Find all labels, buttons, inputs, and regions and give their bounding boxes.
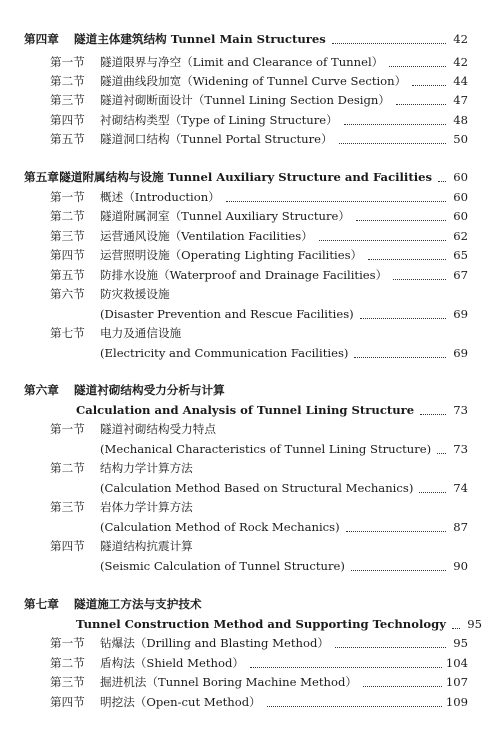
entry-title: Calculation and Analysis of Tunnel Lining Structure bbox=[76, 403, 415, 417]
toc-entry bbox=[0, 439, 500, 458]
page-number: 65 bbox=[453, 248, 468, 262]
entry-title: 概述（Introduction） bbox=[100, 190, 220, 204]
toc-entry bbox=[0, 110, 500, 129]
toc-entry bbox=[0, 284, 500, 303]
toc-entry bbox=[0, 400, 500, 419]
entry-title: 隧道衬砌结构受力分析与计算 bbox=[74, 383, 225, 397]
entry-label: 第五节 bbox=[50, 268, 85, 282]
chapter-entry bbox=[0, 29, 500, 48]
toc-entry bbox=[0, 536, 500, 555]
entry-label: 第一节 bbox=[50, 636, 85, 650]
dot-leader bbox=[437, 452, 446, 454]
dot-leader bbox=[412, 84, 446, 86]
page-number: 74 bbox=[453, 481, 468, 495]
entry-title: 运营照明设施（Operating Lighting Facilities） bbox=[100, 248, 363, 262]
chapter-entry bbox=[0, 167, 500, 186]
entry-title: 盾构法（Shield Method） bbox=[100, 656, 245, 670]
page-number: 69 bbox=[453, 307, 468, 321]
entry-label: 第四节 bbox=[50, 695, 85, 709]
page-number: 109 bbox=[445, 695, 468, 709]
entry-label: 第六章 bbox=[24, 383, 59, 397]
page-number: 42 bbox=[453, 55, 468, 69]
entry-title: 结构力学计算方法 bbox=[100, 461, 193, 475]
toc-entry bbox=[0, 187, 500, 206]
chapter-entry bbox=[0, 594, 500, 613]
entry-label: 第二节 bbox=[50, 461, 85, 475]
entry-title: 明挖法（Open-cut Method） bbox=[100, 695, 261, 709]
toc-entry bbox=[0, 343, 500, 362]
entry-title: 隧道附属洞室（Tunnel Auxiliary Structure） bbox=[100, 209, 350, 223]
dot-leader bbox=[438, 180, 446, 182]
dot-leader bbox=[419, 491, 446, 493]
dot-leader bbox=[356, 219, 446, 221]
page-number: 95 bbox=[453, 636, 468, 650]
page-number: 107 bbox=[445, 675, 468, 689]
dot-leader bbox=[319, 239, 446, 241]
page-number: 50 bbox=[453, 132, 468, 146]
entry-title: (Calculation Method of Rock Mechanics) bbox=[100, 520, 340, 534]
dot-leader bbox=[420, 413, 446, 415]
chapter-entry bbox=[0, 380, 500, 399]
toc-entry bbox=[0, 245, 500, 264]
entry-title: 隧道主体建筑结构 Tunnel Main Structures bbox=[74, 32, 326, 46]
entry-title: 隧道附属结构与设施 Tunnel Auxiliary Structure and Facilities bbox=[59, 170, 432, 184]
entry-title: 运营通风设施（Ventilation Facilities） bbox=[100, 229, 313, 243]
dot-leader bbox=[452, 627, 460, 629]
entry-title: 岩体力学计算方法 bbox=[100, 500, 193, 514]
entry-label: 第二节 bbox=[50, 656, 85, 670]
dot-leader bbox=[267, 705, 442, 707]
entry-label: 第三节 bbox=[50, 93, 85, 107]
entry-title: (Disaster Prevention and Rescue Facilities) bbox=[100, 307, 354, 321]
entry-label: 第七节 bbox=[50, 326, 85, 340]
toc-entry bbox=[0, 672, 500, 691]
entry-title: 隧道限界与净空（Limit and Clearance of Tunnel） bbox=[100, 55, 384, 69]
dot-leader bbox=[339, 142, 446, 144]
page-number: 73 bbox=[453, 442, 468, 456]
entry-title: 隧道衬砌断面设计（Tunnel Lining Section Design） bbox=[100, 93, 390, 107]
toc-entry bbox=[0, 90, 500, 109]
dot-leader bbox=[351, 569, 446, 571]
toc-entry bbox=[0, 52, 500, 71]
toc-entry bbox=[0, 458, 500, 477]
page-number: 42 bbox=[453, 32, 468, 46]
entry-title: 防灾救援设施 bbox=[100, 287, 170, 301]
entry-label: 第三节 bbox=[50, 500, 85, 514]
page-number: 47 bbox=[453, 93, 468, 107]
entry-title: 隧道施工方法与支护技术 bbox=[74, 597, 202, 611]
entry-label: 第七章 bbox=[24, 597, 59, 611]
toc-entry bbox=[0, 556, 500, 575]
entry-label: 第六节 bbox=[50, 287, 85, 301]
page-number: 69 bbox=[453, 346, 468, 360]
entry-title: 隧道洞口结构（Tunnel Portal Structure） bbox=[100, 132, 333, 146]
dot-leader bbox=[360, 317, 446, 319]
toc-entry bbox=[0, 633, 500, 652]
page-number: 48 bbox=[453, 113, 468, 127]
toc-entry bbox=[0, 206, 500, 225]
dot-leader bbox=[250, 666, 442, 668]
entry-label: 第三节 bbox=[50, 229, 85, 243]
toc-entry bbox=[0, 304, 500, 323]
toc-entry bbox=[0, 129, 500, 148]
dot-leader bbox=[354, 356, 446, 358]
entry-title: 防排水设施（Waterproof and Drainage Facilities） bbox=[100, 268, 388, 282]
entry-label: 第五节 bbox=[50, 132, 85, 146]
entry-title: 隧道结构抗震计算 bbox=[100, 539, 193, 553]
entry-title: 隧道曲线段加宽（Widening of Tunnel Curve Section） bbox=[100, 74, 407, 88]
entry-title: (Calculation Method Based on Structural Mechanics) bbox=[100, 481, 414, 495]
toc-entry bbox=[0, 692, 500, 711]
toc-entry bbox=[0, 517, 500, 536]
page-number: 60 bbox=[453, 190, 468, 204]
dot-leader bbox=[344, 123, 446, 125]
entry-label: 第三节 bbox=[50, 675, 85, 689]
toc-entry bbox=[0, 614, 500, 633]
page-number: 60 bbox=[453, 209, 468, 223]
page-number: 67 bbox=[453, 268, 468, 282]
dot-leader bbox=[389, 65, 446, 67]
dot-leader bbox=[363, 685, 442, 687]
page-number: 60 bbox=[453, 170, 468, 184]
entry-label: 第二节 bbox=[50, 209, 85, 223]
entry-label: 第一节 bbox=[50, 55, 85, 69]
entry-label: 第五章 bbox=[24, 170, 59, 184]
entry-title: 衬砌结构类型（Type of Lining Structure） bbox=[100, 113, 338, 127]
toc-entry bbox=[0, 419, 500, 438]
entry-title: (Mechanical Characteristics of Tunnel Lining Structure) bbox=[100, 442, 432, 456]
entry-label: 第二节 bbox=[50, 74, 85, 88]
entry-label: 第四节 bbox=[50, 248, 85, 262]
entry-title: (Seismic Calculation of Tunnel Structure) bbox=[100, 559, 345, 573]
entry-title: 钻爆法（Drilling and Blasting Method） bbox=[100, 636, 329, 650]
page-number: 73 bbox=[453, 403, 468, 417]
toc-entry bbox=[0, 265, 500, 284]
toc-entry bbox=[0, 478, 500, 497]
toc-entry bbox=[0, 653, 500, 672]
page-number: 95 bbox=[467, 617, 482, 631]
entry-title: 隧道衬砌结构受力特点 bbox=[100, 422, 216, 436]
toc-entry bbox=[0, 497, 500, 516]
entry-label: 第四节 bbox=[50, 113, 85, 127]
dot-leader bbox=[226, 200, 446, 202]
dot-leader bbox=[396, 103, 446, 105]
entry-title: (Electricity and Communication Facilities) bbox=[100, 346, 349, 360]
page-number: 87 bbox=[453, 520, 468, 534]
entry-label: 第四章 bbox=[24, 32, 59, 46]
dot-leader bbox=[335, 646, 446, 648]
page-number: 104 bbox=[445, 656, 468, 670]
toc-entry bbox=[0, 323, 500, 342]
entry-title: Tunnel Construction Method and Supporting Technology bbox=[76, 617, 446, 631]
entry-label: 第一节 bbox=[50, 190, 85, 204]
entry-label: 第四节 bbox=[50, 539, 85, 553]
entry-title: 电力及通信设施 bbox=[100, 326, 182, 340]
toc-entry bbox=[0, 226, 500, 245]
entry-label: 第一节 bbox=[50, 422, 85, 436]
dot-leader bbox=[393, 278, 446, 280]
dot-leader bbox=[368, 258, 446, 260]
toc-entry bbox=[0, 71, 500, 90]
page-number: 44 bbox=[453, 74, 468, 88]
page-number: 90 bbox=[453, 559, 468, 573]
dot-leader bbox=[346, 530, 446, 532]
dot-leader bbox=[332, 42, 446, 44]
entry-title: 掘进机法（Tunnel Boring Machine Method） bbox=[100, 675, 357, 689]
page-number: 62 bbox=[453, 229, 468, 243]
